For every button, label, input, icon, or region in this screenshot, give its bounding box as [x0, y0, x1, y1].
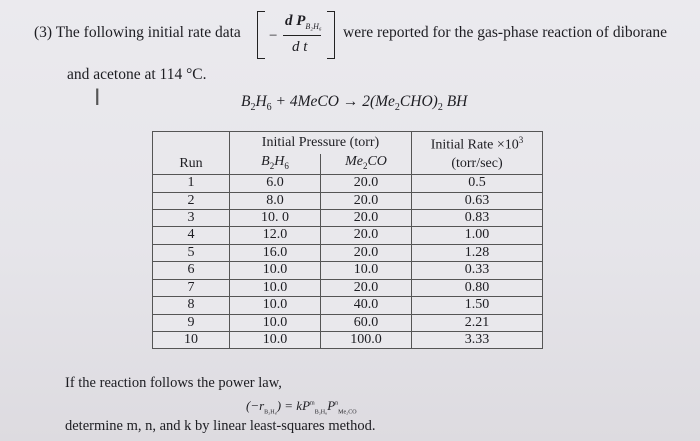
problem-intro-continued: were reported for the gas-phase reaction of diborane — [343, 24, 668, 41]
rate-cell: 0.63 — [412, 192, 543, 209]
me2co-cell: 20.0 — [321, 244, 412, 261]
header-me2co: $Me_2CO$ — [321, 154, 412, 175]
me2co-cell: 100.0 — [321, 331, 412, 348]
rate-cell: 3.33 — [412, 331, 543, 348]
power-law-equation: $(-r_{B_2H_6}) = kP^m_{B_2H_6}P^n_{Me_2CO}$ — [246, 398, 357, 416]
table-row — [153, 262, 543, 279]
rate-expression — [257, 7, 335, 59]
problem-number: (3) — [34, 24, 53, 41]
run-cell: 8 — [153, 297, 230, 314]
table-row — [153, 279, 543, 296]
b2h6-cell: 6.0 — [230, 175, 321, 192]
table-row — [153, 244, 543, 261]
fraction-bar — [283, 35, 321, 36]
b2h6-cell: 16.0 — [230, 244, 321, 261]
problem-intro — [34, 24, 241, 42]
rate-cell: 1.50 — [412, 297, 543, 314]
rate-cell: 0.80 — [412, 279, 543, 296]
me2co-cell: 20.0 — [321, 210, 412, 227]
me2co-cell: 20.0 — [321, 279, 412, 296]
table-row — [153, 297, 543, 314]
run-cell: 7 — [153, 279, 230, 296]
rate-cell: 0.33 — [412, 262, 543, 279]
power-law-intro: If the reaction follows the power law, — [65, 375, 282, 391]
task-instruction: determine m, n, and k by linear least-squares method. — [65, 418, 376, 434]
rate-cell: 0.5 — [412, 175, 543, 192]
rate-numerator: d $P_{B_2H_6}$ — [285, 13, 322, 31]
text-cursor-icon: I — [94, 86, 101, 111]
run-cell: 3 — [153, 210, 230, 227]
b2h6-cell: 12.0 — [230, 227, 321, 244]
rate-denominator: d t — [292, 39, 308, 55]
right-bracket — [327, 11, 335, 59]
run-cell: 1 — [153, 175, 230, 192]
b2h6-cell: 10.0 — [230, 297, 321, 314]
rate-cell: 1.00 — [412, 227, 543, 244]
me2co-cell: 60.0 — [321, 314, 412, 331]
table-row — [153, 331, 543, 348]
header-initial-rate: Initial Rate $\times 10^3$ — [412, 132, 543, 155]
b2h6-cell: 10.0 — [230, 279, 321, 296]
header-initial-pressure: Initial Pressure (torr) — [230, 132, 412, 155]
b2h6-cell: 8.0 — [230, 192, 321, 209]
b2h6-cell: 10. 0 — [230, 210, 321, 227]
rate-minus-sign: − — [269, 28, 278, 44]
me2co-cell: 20.0 — [321, 192, 412, 209]
table-row — [153, 314, 543, 331]
run-cell: 4 — [153, 227, 230, 244]
run-cell: 2 — [153, 192, 230, 209]
table-row — [153, 192, 543, 209]
left-bracket — [257, 11, 265, 59]
b2h6-cell: 10.0 — [230, 331, 321, 348]
run-cell: 10 — [153, 331, 230, 348]
header-run-top — [153, 132, 230, 155]
rate-data-table — [152, 131, 543, 349]
run-cell: 5 — [153, 244, 230, 261]
rate-cell: 1.28 — [412, 244, 543, 261]
table-row — [153, 175, 543, 192]
header-rate-units: (torr/sec) — [412, 154, 543, 175]
run-cell: 6 — [153, 262, 230, 279]
header-run: Run — [153, 154, 230, 175]
me2co-cell: 10.0 — [321, 262, 412, 279]
rate-cell: 2.21 — [412, 314, 543, 331]
b2h6-cell: 10.0 — [230, 314, 321, 331]
me2co-cell: 20.0 — [321, 175, 412, 192]
table-row — [153, 227, 543, 244]
rate-cell: 0.83 — [412, 210, 543, 227]
b2h6-cell: 10.0 — [230, 262, 321, 279]
table-row — [153, 210, 543, 227]
header-b2h6: $B_2H_6$ — [230, 154, 321, 175]
me2co-cell: 20.0 — [321, 227, 412, 244]
problem-intro-text: The following initial rate data — [55, 24, 241, 41]
run-cell: 9 — [153, 314, 230, 331]
problem-conditions: and acetone at 114 °C. — [67, 66, 207, 83]
reaction-equation: $B_2H_6$ + 4MeCO → $2(Me_2CHO)_2$ BH — [241, 93, 468, 114]
me2co-cell: 40.0 — [321, 297, 412, 314]
